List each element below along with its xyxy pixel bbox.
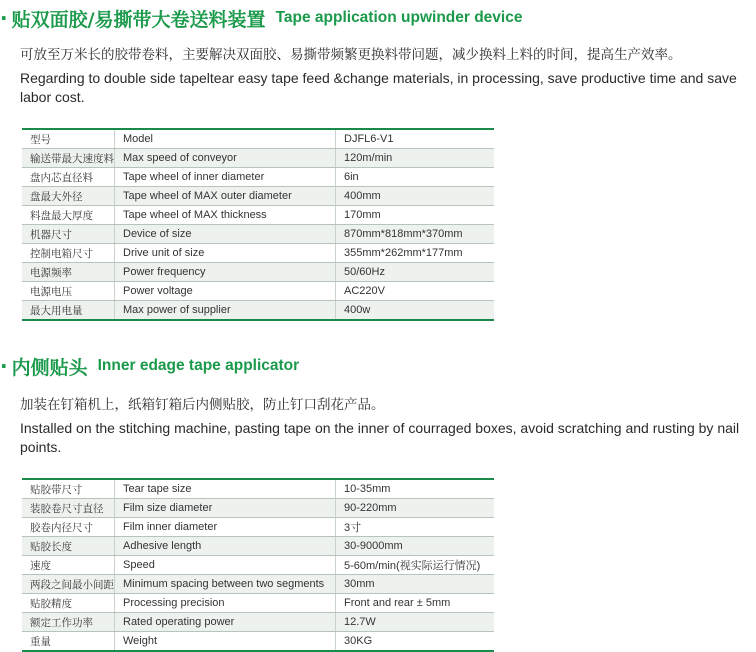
spec-label-en: Device of size (115, 225, 336, 244)
spec-label-en: Power frequency (115, 263, 336, 282)
spec-label-zh: 盘内芯直径料 (22, 168, 115, 187)
spec-row (22, 575, 494, 594)
spec-value: 170mm (336, 206, 495, 225)
section-2-title-en: Inner edage tape applicator (97, 357, 300, 374)
spec-value: 12.7W (336, 613, 495, 632)
spec-label-zh: 最大用电量 (22, 301, 115, 321)
spec-value: 6in (336, 168, 495, 187)
spec-label-en: Rated operating power (115, 613, 336, 632)
spec-label-en: Adhesive length (115, 537, 336, 556)
spec-row (22, 129, 494, 149)
spec-row (22, 149, 494, 168)
spec-value: DJFL6-V1 (336, 129, 495, 149)
spec-label-zh: 输送带最大速度料 (22, 149, 115, 168)
spec-row (22, 632, 494, 652)
section-2-bullet: · (0, 354, 8, 378)
section-2-heading (0, 351, 299, 381)
spec-label-zh: 重量 (22, 632, 115, 652)
spec-label-en: Model (115, 129, 336, 149)
spec-row (22, 499, 494, 518)
spec-label-en: Processing precision (115, 594, 336, 613)
spec-row (22, 594, 494, 613)
spec-value: 870mm*818mm*370mm (336, 225, 495, 244)
spec-label-zh: 料盘最大厚度 (22, 206, 115, 225)
spec-value: 30mm (336, 575, 495, 594)
spec-row (22, 206, 494, 225)
section-2-spec-table (22, 478, 494, 652)
spec-row (22, 225, 494, 244)
spec-label-zh: 盘最大外径 (22, 187, 115, 206)
spec-row (22, 187, 494, 206)
spec-row (22, 613, 494, 632)
spec-value: Front and rear ± 5mm (336, 594, 495, 613)
section-1-title-zh: 贴双面胶/易撕带大卷送料装置 (11, 8, 266, 31)
section-1-heading (0, 3, 522, 33)
spec-label-en: Film size diameter (115, 499, 336, 518)
spec-label-en: Tear tape size (115, 479, 336, 499)
spec-row (22, 537, 494, 556)
section-1-spec-table (22, 128, 494, 321)
spec-label-en: Tape wheel of MAX outer diameter (115, 187, 336, 206)
spec-value: AC220V (336, 282, 495, 301)
spec-row (22, 518, 494, 537)
spec-label-en: Weight (115, 632, 336, 652)
spec-label-zh: 型号 (22, 129, 115, 149)
spec-value: 10-35mm (336, 479, 495, 499)
section-1-title-en: Tape application upwinder device (275, 9, 523, 26)
spec-label-zh: 两段之间最小间距 (22, 575, 115, 594)
section-1-description (20, 46, 754, 107)
spec-value: 50/60Hz (336, 263, 495, 282)
spec-value: 30-9000mm (336, 537, 495, 556)
spec-label-zh: 贴胶长度 (22, 537, 115, 556)
spec-label-zh: 电源频率 (22, 263, 115, 282)
spec-label-en: Film inner diameter (115, 518, 336, 537)
spec-row (22, 479, 494, 499)
spec-value: 90-220mm (336, 499, 495, 518)
spec-value: 30KG (336, 632, 495, 652)
section-1-bullet: · (0, 6, 8, 30)
spec-label-en: Drive unit of size (115, 244, 336, 263)
section-2-desc-en: Installed on the stitching machine, pasting tape on the inner of courraged boxes, avoid scratching and rusting by nail points. (20, 420, 740, 455)
spec-label-en: Power voltage (115, 282, 336, 301)
section-2-description (20, 396, 754, 457)
spec-value: 355mm*262mm*177mm (336, 244, 495, 263)
spec-label-en: Tape wheel of inner diameter (115, 168, 336, 187)
spec-row (22, 263, 494, 282)
spec-value: 120m/min (336, 149, 495, 168)
spec-label-zh: 贴胶精度 (22, 594, 115, 613)
spec-label-zh: 电源电压 (22, 282, 115, 301)
section-1-desc-zh: 可放至万米长的胶带卷料，主要解决双面胶、易撕带频繁更换料带问题，减少换料上料的时间，提高生产效率。 (20, 47, 682, 63)
spec-row (22, 168, 494, 187)
spec-label-en: Max power of supplier (115, 301, 336, 321)
spec-value: 400w (336, 301, 495, 321)
spec-value: 3寸 (336, 518, 495, 537)
spec-label-en: Minimum spacing between two segments (115, 575, 336, 594)
spec-row (22, 282, 494, 301)
spec-value: 5-60m/min(视实际运行情况) (336, 556, 495, 575)
section-1-desc-en: Regarding to double side tapeltear easy tape feed &change materials, in processing, save productive time and save labor cost. (20, 70, 737, 105)
section-2-desc-zh: 加装在钉箱机上，纸箱钉箱后内侧贴胶，防止钉口刮花产品。 (20, 397, 385, 413)
spec-label-en: Tape wheel of MAX thickness (115, 206, 336, 225)
spec-row (22, 556, 494, 575)
section-2-title-zh: 内侧贴头 (11, 356, 88, 379)
spec-row (22, 244, 494, 263)
spec-label-zh: 装胶卷尺寸直径 (22, 499, 115, 518)
spec-label-zh: 胶卷内径尺寸 (22, 518, 115, 537)
spec-label-en: Max speed of conveyor (115, 149, 336, 168)
spec-label-en: Speed (115, 556, 336, 575)
spec-label-zh: 速度 (22, 556, 115, 575)
spec-label-zh: 贴胶带尺寸 (22, 479, 115, 499)
spec-value: 400mm (336, 187, 495, 206)
spec-row (22, 301, 494, 321)
spec-label-zh: 额定工作功率 (22, 613, 115, 632)
spec-label-zh: 控制电箱尺寸 (22, 244, 115, 263)
spec-label-zh: 机器尺寸 (22, 225, 115, 244)
